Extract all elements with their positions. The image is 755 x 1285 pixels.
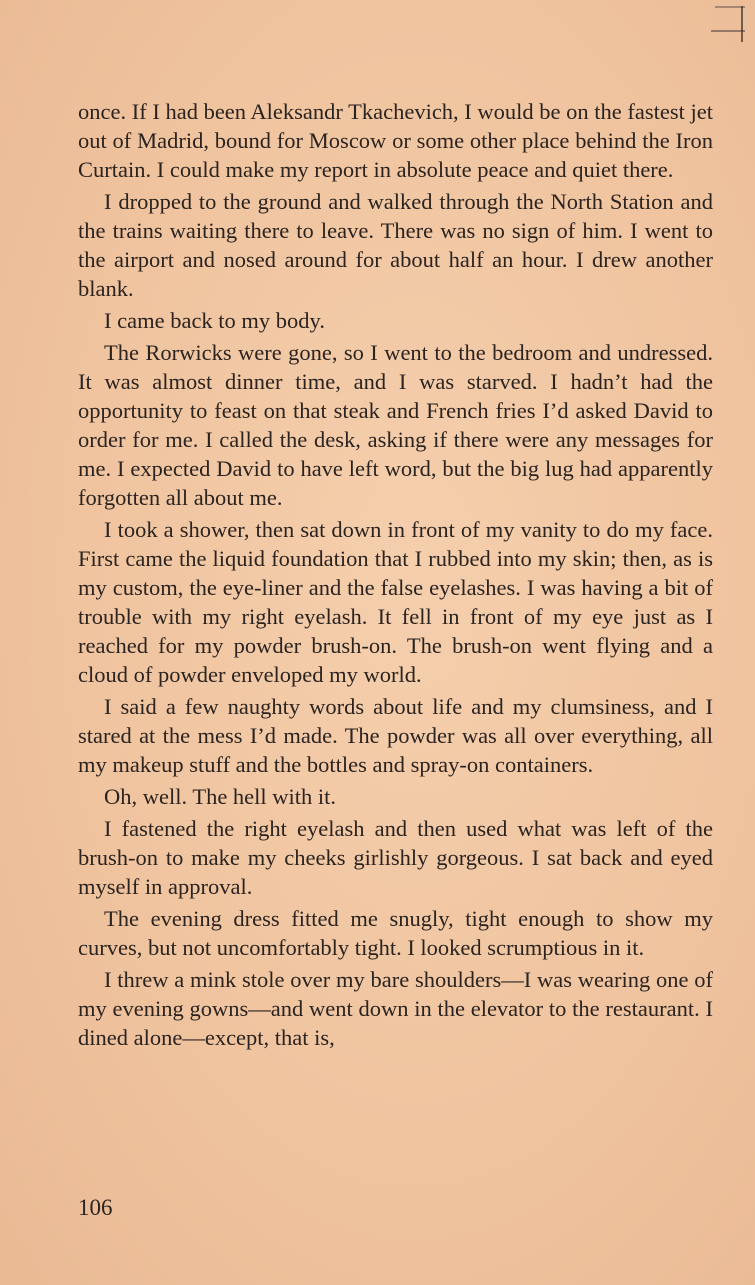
page-edge-mark: [711, 6, 745, 46]
paragraph: The evening dress fitted me snugly, tight enough to show my curves, but not uncomfortably tight. I looked scrumptious in it.: [78, 906, 713, 960]
page-number: 106: [78, 1195, 113, 1220]
paragraph: Oh, well. The hell with it.: [104, 784, 337, 809]
paragraph: once. If I had been Aleksandr Tkachevich, I would be on the fastest jet out of Madrid, bound for Moscow or some other place behind the Iron Curtain. I could make my report in absolute peace and quiet there.: [78, 99, 713, 182]
paragraph: I fastened the right eyelash and then used what was left of the brush-on to make my cheeks girlishly gorgeous. I sat back and eyed myself in approval.: [78, 816, 713, 899]
paragraph: The Rorwicks were gone, so I went to the bedroom and undressed. It was almost dinner time, and I was starved. I hadn’t had the opportunity to feast on that steak and French fries I’d asked David to order for me. I called the desk, asking if there were any messages for me. I expected David to have left word, but the big lug had apparently forgotten all about me.: [78, 340, 713, 510]
paragraph: I dropped to the ground and walked through the North Station and the trains waiting there to leave. There was no sign of him. I went to the airport and nosed around for about half an hour. I drew another blank.: [78, 189, 713, 301]
body-text: [78, 97, 713, 1055]
paragraph: I took a shower, then sat down in front of my vanity to do my face. First came the liquid foundation that I rubbed into my skin; then, as is my custom, the eye-liner and the false eyelashes. I was having a bit of trouble with my right eyelash. It fell in front of my eye just as I reached for my powder brush-on. The brush-on went flying and a cloud of powder enveloped my world.: [78, 517, 713, 687]
paragraph: I said a few naughty words about life and my clumsiness, and I stared at the mess I’d made. The powder was all over everything, all my makeup stuff and the bottles and spray-on containers.: [78, 694, 713, 777]
paragraph: I threw a mink stole over my bare shoulders—I was wearing one of my evening gowns—and went down in the elevator to the restaurant. I dined alone—except, that is,: [78, 967, 713, 1050]
paragraph: I came back to my body.: [104, 308, 325, 333]
